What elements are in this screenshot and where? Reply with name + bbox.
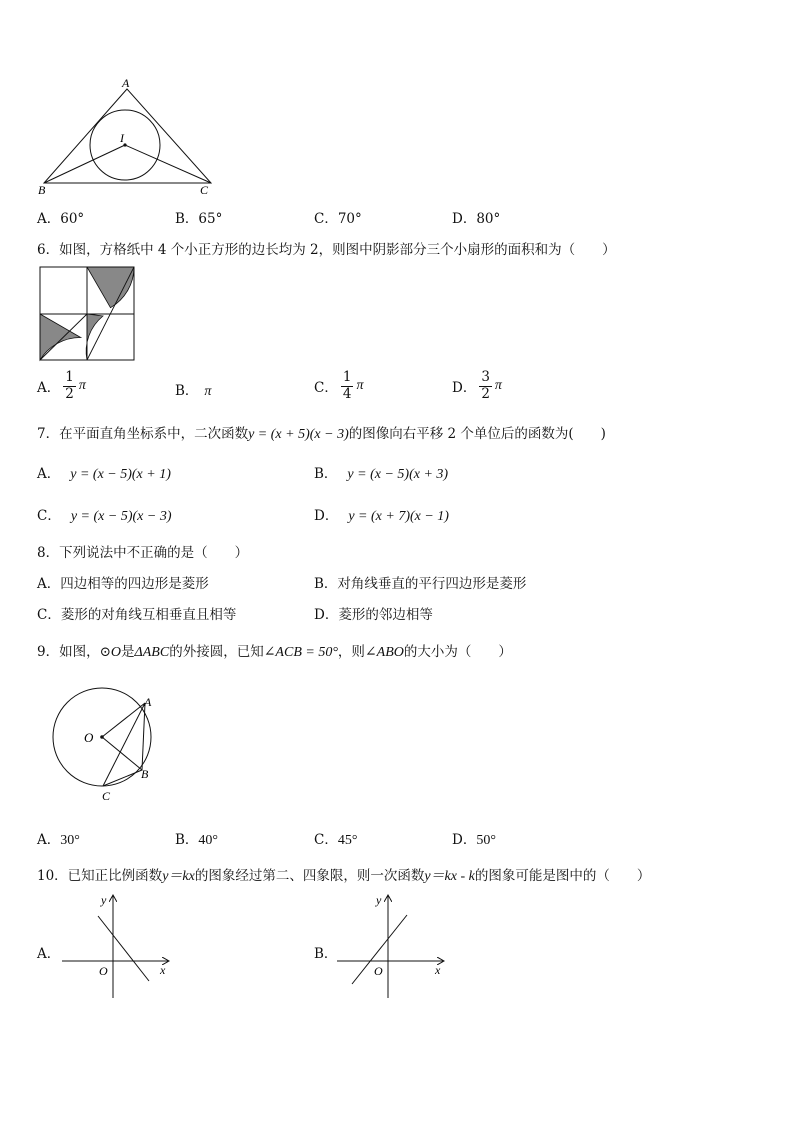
q9-option-d[interactable]: D．50°: [452, 832, 496, 848]
q5-label-i: I: [120, 131, 124, 145]
q6-option-a[interactable]: A． $\frac{1}{2}$ π: [37, 369, 86, 402]
q7-option-d[interactable]: D． y = (x + 7)(x − 1): [314, 508, 449, 524]
q9-label-o: O: [84, 730, 94, 745]
q10-b-origin-label: O: [374, 964, 383, 978]
q10-graph-b[interactable]: [335, 890, 450, 1002]
q10-a-origin-label: O: [99, 964, 108, 978]
q10-option-b[interactable]: B．: [314, 946, 338, 962]
q9-stem: 9．如图，⊙O是ΔABC的外接圆，已知∠ACB = 50°，则∠ABO的大小为（ ）: [37, 644, 512, 660]
q5-option-a[interactable]: A．60°: [37, 211, 85, 227]
q5-label-a: A: [122, 76, 130, 90]
q10-a-y-label: y: [101, 893, 107, 907]
q5-label-c: C: [200, 183, 209, 196]
q10-stem: 10．已知正比例函数y＝kx的图象经过第二、四象限，则一次函数y＝kx - k的图象可能是图中的（ ）: [37, 868, 651, 884]
q7-function: y = (x + 5)(x − 3): [248, 427, 349, 442]
q9-label-a: A: [144, 695, 152, 709]
q6-c-fraction: $\frac{1}{4}$: [342, 369, 352, 402]
q10-graph-a[interactable]: [60, 890, 175, 1002]
q9-label-b: B: [141, 767, 149, 781]
q6-grid-figure: [39, 266, 137, 362]
q8-option-a[interactable]: A．四边相等的四边形是菱形: [37, 576, 209, 592]
q5-label-b: B: [38, 183, 46, 196]
q9-label-c: C: [102, 789, 111, 803]
q10-option-a[interactable]: A．: [37, 946, 61, 962]
q10-b-y-label: y: [376, 893, 382, 907]
q10-b-x-label: x: [435, 963, 441, 977]
q9-option-a[interactable]: A．30°: [37, 832, 80, 848]
q9-option-c[interactable]: C．45°: [314, 832, 358, 848]
q9-option-b[interactable]: B．40°: [175, 832, 219, 848]
q8-stem: 8．下列说法中不正确的是（ ）: [37, 545, 249, 561]
q10-a-x-label: x: [160, 963, 166, 977]
q5-option-b[interactable]: B．65°: [175, 211, 223, 227]
q6-option-d[interactable]: D． $\frac{3}{2}$ π: [452, 369, 502, 402]
q8-option-b[interactable]: B．对角线垂直的平行四边形是菱形: [314, 576, 527, 592]
q5-triangle-figure: [30, 76, 220, 196]
q7-option-b[interactable]: B． y = (x − 5)(x + 3): [314, 466, 449, 482]
q6-option-c[interactable]: C． $\frac{1}{4}$ π: [314, 369, 364, 402]
q6-a-fraction: $\frac{1}{2}$: [65, 369, 74, 402]
q5-option-d[interactable]: D．80°: [452, 211, 501, 227]
q7-stem: 7．在平面直角坐标系中，二次函数y = (x + 5)(x − 3)的图像向右平移 2 个单位后的函数为( ): [37, 426, 606, 442]
q8-option-d[interactable]: D．菱形的邻边相等: [314, 607, 433, 623]
q9-circle-figure: [45, 686, 165, 806]
q7-option-c[interactable]: C． y = (x − 5)(x − 3): [37, 508, 172, 524]
q6-option-b[interactable]: B． π: [175, 383, 212, 399]
q6-stem: 6．如图，方格纸中 4 个小正方形的边长均为 2，则图中阴影部分三个小扇形的面积和为（ ）: [37, 242, 616, 258]
q7-option-a[interactable]: A． y = (x − 5)(x + 1): [37, 466, 171, 482]
q6-d-fraction: $\frac{3}{2}$: [481, 369, 490, 402]
q5-option-c[interactable]: C．70°: [314, 211, 362, 227]
q8-option-c[interactable]: C．菱形的对角线互相垂直且相等: [37, 607, 237, 623]
